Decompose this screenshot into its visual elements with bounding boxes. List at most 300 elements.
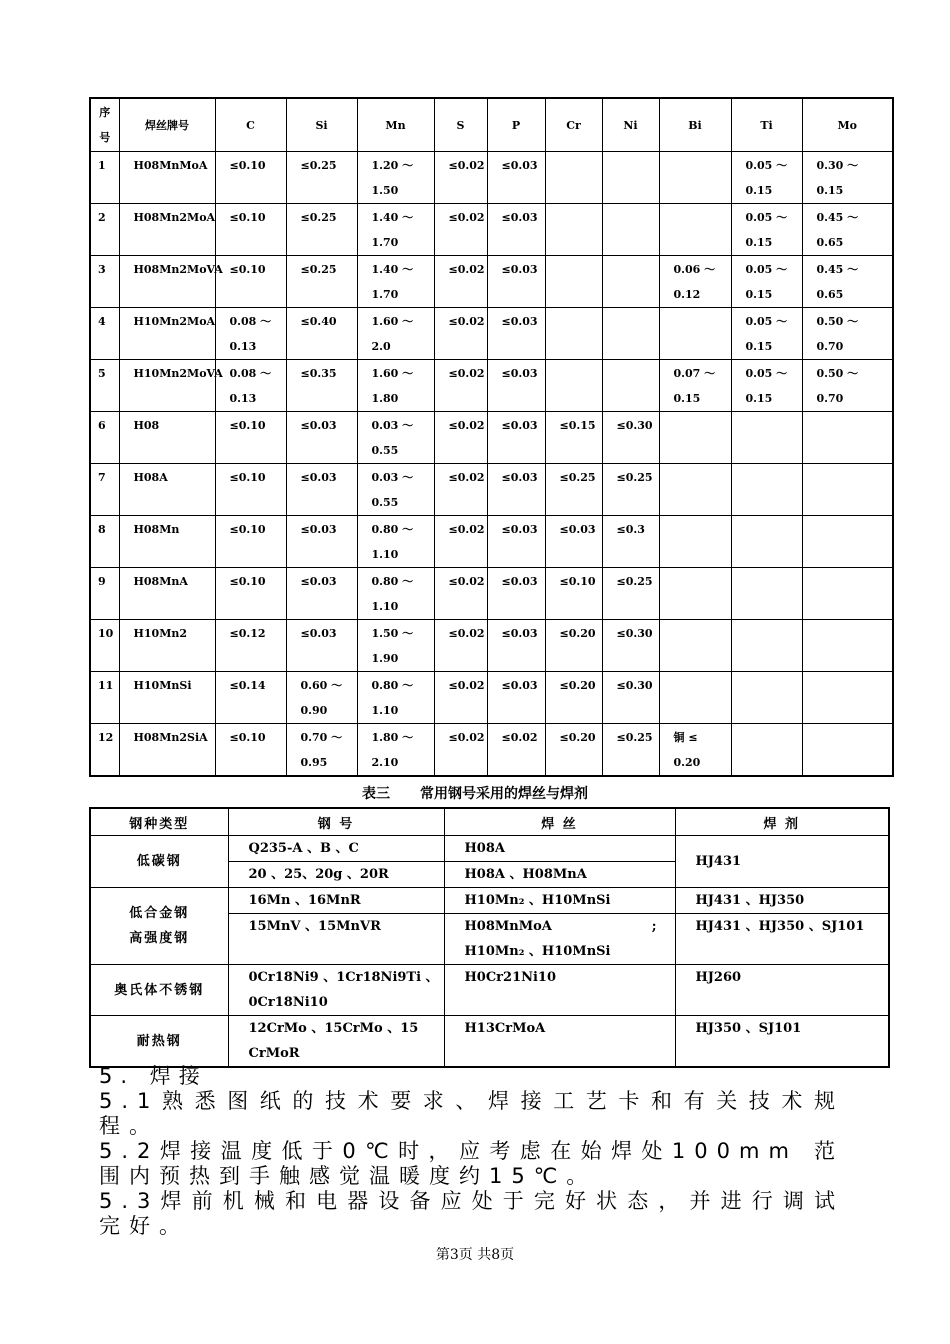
table-cell [731, 568, 802, 620]
cell-text: 12 [98, 731, 114, 744]
steel-grade-line: 0Cr18Ni10 [248, 995, 328, 1010]
cell-text: 11 [98, 679, 114, 692]
header-cell: Si [286, 98, 357, 152]
table-cell [357, 256, 434, 308]
table-cell [731, 464, 802, 516]
table-cell [90, 516, 119, 568]
table-cell [357, 672, 434, 724]
cell-text: ≤0.10 [229, 263, 266, 276]
header-steel-type: 钢种类型 [90, 808, 228, 836]
table-cell [545, 308, 602, 360]
cell-text: 8 [98, 523, 106, 536]
table-cell [434, 620, 487, 672]
table-cell [286, 152, 357, 204]
table-cell [119, 464, 215, 516]
cell-text: H08Mn2SiA [133, 731, 208, 744]
cell-text: 0.50 ～ 0.70 [816, 315, 859, 353]
cell-text: ≤0.35 [300, 367, 337, 380]
header-cell: S [434, 98, 487, 152]
table-row [90, 724, 893, 777]
table-cell [215, 256, 286, 308]
table-cell [90, 256, 119, 308]
table-cell [119, 204, 215, 256]
steel-grade-cell: Q235-A 、B 、C [228, 836, 444, 862]
cell-text: ≤0.30 [616, 679, 653, 692]
table-cell [659, 620, 731, 672]
table-row [90, 204, 893, 256]
cell-text: 0.06 ～ 0.12 [673, 263, 716, 301]
cell-text: ≤0.03 [501, 575, 538, 588]
table-cell [90, 568, 119, 620]
table-cell [602, 724, 659, 777]
table-cell [434, 256, 487, 308]
cell-text: H10Mn2MoA [133, 315, 216, 328]
cell-text: ≤0.03 [501, 523, 538, 536]
table-cell [731, 152, 802, 204]
cell-text: H08MnMoA [133, 159, 208, 172]
table-cell [602, 568, 659, 620]
table-row [90, 256, 893, 308]
table-cell [487, 412, 545, 464]
cell-text: ≤0.03 [501, 627, 538, 640]
cell-text: 0.05 ～ 0.15 [745, 367, 788, 405]
table-cell [487, 568, 545, 620]
table-cell [434, 360, 487, 412]
table-row [90, 672, 893, 724]
table-cell [90, 412, 119, 464]
cell-text: 7 [98, 471, 106, 484]
cell-text: H10Mn2MoVA [133, 367, 223, 380]
section-title: 5. 焊接 [99, 1064, 208, 1088]
table-cell [90, 724, 119, 777]
cell-text: 1.20 ～ 1.50 [371, 159, 414, 197]
table-row [90, 412, 893, 464]
table-cell [602, 620, 659, 672]
table-cell [119, 724, 215, 777]
cell-text: 0.70 ～ 0.95 [300, 731, 343, 769]
wire-cell: H13CrMoA [444, 1016, 675, 1068]
cell-text: H08Mn2MoA [133, 211, 216, 224]
table-cell [119, 308, 215, 360]
header-cell: Ti [731, 98, 802, 152]
steel-grade-cell: 20 、25、20g 、20R [228, 862, 444, 888]
header-cell: Ni [602, 98, 659, 152]
cell-text: 0.80 ～ 1.10 [371, 523, 414, 561]
cell-text: 0.05 ～ 0.15 [745, 263, 788, 301]
cell-text: 0.30 ～ 0.15 [816, 159, 859, 197]
cell-text: ≤0.30 [616, 627, 653, 640]
cell-text: ≤0.03 [501, 471, 538, 484]
steel-type-line: 低合金钢 [129, 906, 190, 921]
steel-grade-line: 12CrMo 、15CrMo 、15 [248, 1021, 419, 1036]
table-cell [357, 724, 434, 777]
cell-text: 0.03 ～ 0.55 [371, 471, 414, 509]
cell-text: 1.40 ～ 1.70 [371, 211, 414, 249]
cell-text: H08MnA [133, 575, 188, 588]
table-row [90, 620, 893, 672]
cell-text: 0.05 ～ 0.15 [745, 211, 788, 249]
cell-text: ≤0.02 [448, 471, 485, 484]
table-cell [215, 672, 286, 724]
cell-text: 1 [98, 159, 106, 172]
table-cell [487, 620, 545, 672]
table-cell [119, 152, 215, 204]
cell-text: ≤0.02 [448, 419, 485, 432]
section-paragraph: 5.3焊前机械和电器设备应处于完好状态，并进行调试完好。 [99, 1189, 844, 1238]
cell-text: ≤0.10 [559, 575, 596, 588]
cell-text: ≤0.10 [229, 731, 266, 744]
header-welding-wire: 焊 丝 [444, 808, 675, 836]
steel-grade-line: 0Cr18Ni9 、1Cr18Ni9Ti 、 [248, 970, 439, 985]
wire-line: H10Mn₂ 、H10MnSi [464, 944, 611, 959]
cell-text: ≤0.20 [559, 627, 596, 640]
table-cell [602, 308, 659, 360]
cell-text: ≤0.10 [229, 575, 266, 588]
composition-table-body [90, 152, 893, 777]
table-cell [286, 464, 357, 516]
cell-text: ≤0.10 [229, 211, 266, 224]
cell-text: ≤0.02 [448, 575, 485, 588]
cell-text: 1.80 ～ 2.10 [371, 731, 414, 769]
wire-cell: H08A [444, 836, 675, 862]
flux-cell: HJ431 [675, 836, 889, 888]
table-cell [90, 204, 119, 256]
cell-text: ≤0.25 [300, 211, 337, 224]
cell-text: 3 [98, 263, 106, 276]
steel-type-cell: 奥氏体不锈钢 [90, 965, 228, 1016]
flux-cell: HJ431 、HJ350 、SJ101 [675, 914, 889, 965]
steel-type-cell: 耐热钢 [90, 1016, 228, 1068]
steel-grade-cell [228, 1016, 444, 1068]
cell-text: ≤0.03 [501, 419, 538, 432]
table-cell [731, 724, 802, 777]
table-cell [215, 516, 286, 568]
cell-text: ≤0.25 [616, 471, 653, 484]
table-cell [286, 204, 357, 256]
table-row [90, 516, 893, 568]
table-cell [90, 360, 119, 412]
table-cell [215, 360, 286, 412]
cell-text: ≤0.02 [501, 731, 538, 744]
cell-text: 6 [98, 419, 106, 432]
cell-text: ≤0.02 [448, 159, 485, 172]
table-cell [215, 152, 286, 204]
table-header-row [90, 98, 893, 152]
cell-text: ≤0.10 [229, 159, 266, 172]
table-cell [602, 516, 659, 568]
table-title: 常用钢号采用的焊丝与焊剂 [420, 786, 588, 802]
cell-text: H08 [133, 419, 160, 432]
cell-text: 0.50 ～ 0.70 [816, 367, 859, 405]
section-welding [99, 1064, 844, 1239]
table-cell [357, 360, 434, 412]
table-cell [487, 204, 545, 256]
table-cell [215, 412, 286, 464]
cell-text: 0.80 ～ 1.10 [371, 679, 414, 717]
table-cell [357, 204, 434, 256]
cell-text: ≤0.25 [616, 731, 653, 744]
wire-cell: H08A 、H08MnA [444, 862, 675, 888]
cell-text: ≤0.10 [229, 419, 266, 432]
table-cell [659, 152, 731, 204]
cell-text: ≤0.12 [229, 627, 266, 640]
cell-text: 4 [98, 315, 106, 328]
table-cell [215, 568, 286, 620]
table-cell [802, 204, 893, 256]
table-row [90, 152, 893, 204]
cell-text: ≤0.02 [448, 627, 485, 640]
table-cell [357, 412, 434, 464]
cell-text: 1.40 ～ 1.70 [371, 263, 414, 301]
cell-text: 9 [98, 575, 106, 588]
table-cell [802, 464, 893, 516]
table-cell [659, 256, 731, 308]
cell-text: ≤0.25 [559, 471, 596, 484]
table-cell [731, 256, 802, 308]
table-cell [215, 724, 286, 777]
steel-type-cell: 低碳钢 [90, 836, 228, 888]
wire-cell: H0Cr21Ni10 [444, 965, 675, 1016]
table-cell [659, 516, 731, 568]
table-cell [802, 308, 893, 360]
table-cell [802, 516, 893, 568]
cell-text: ≤0.03 [501, 211, 538, 224]
cell-text: ≤0.03 [300, 627, 337, 640]
table-cell [659, 724, 731, 777]
cell-text: ≤0.25 [300, 263, 337, 276]
cell-text: ≤0.25 [300, 159, 337, 172]
table-cell [119, 412, 215, 464]
cell-text: 0.80 ～ 1.10 [371, 575, 414, 613]
header-flux: 焊 剂 [675, 808, 889, 836]
steel-type-line: 高强度钢 [129, 931, 190, 946]
table-cell [659, 204, 731, 256]
table-cell [434, 516, 487, 568]
table-cell [545, 724, 602, 777]
wire-cell [444, 914, 675, 965]
header-cell: Mn [357, 98, 434, 152]
cell-text: ≤0.20 [559, 679, 596, 692]
table-number: 表三 [362, 786, 390, 802]
table-cell [659, 412, 731, 464]
table-cell [602, 672, 659, 724]
table-cell [434, 308, 487, 360]
cell-text: H08Mn [133, 523, 180, 536]
header-cell: Mo [802, 98, 893, 152]
cell-text: 0.45 ～ 0.65 [816, 263, 859, 301]
table-cell [286, 568, 357, 620]
cell-text: 0.08 ～ 0.13 [229, 367, 272, 405]
cell-text: H08Mn2MoVA [133, 263, 223, 276]
table-header-row [90, 808, 889, 836]
cell-text: ≤0.02 [448, 367, 485, 380]
table-row [90, 308, 893, 360]
table-cell [434, 152, 487, 204]
table-cell [802, 412, 893, 464]
flux-cell: HJ431 、HJ350 [675, 888, 889, 914]
cell-text: ≤0.25 [616, 575, 653, 588]
table-cell [286, 360, 357, 412]
table-cell [90, 464, 119, 516]
table-cell [487, 516, 545, 568]
cell-text: ≤0.03 [300, 575, 337, 588]
table-cell [286, 256, 357, 308]
cell-text: 1.60 ～ 2.0 [371, 315, 414, 353]
table-cell [802, 672, 893, 724]
table-cell [602, 464, 659, 516]
wire-cell: H10Mn₂ 、H10MnSi [444, 888, 675, 914]
table-cell [545, 204, 602, 256]
header-cell: Bi [659, 98, 731, 152]
cell-text: H10Mn2 [133, 627, 188, 640]
table-cell [434, 724, 487, 777]
table-cell [119, 256, 223, 308]
table-cell [215, 620, 286, 672]
table-cell [434, 204, 487, 256]
cell-text: ≤0.10 [229, 523, 266, 536]
table-cell [434, 568, 487, 620]
table-cell [487, 308, 545, 360]
table-row [90, 1016, 889, 1068]
cell-text: ≤0.03 [501, 315, 538, 328]
flux-cell: HJ260 [675, 965, 889, 1016]
table-cell [487, 724, 545, 777]
cell-text: ≤0.15 [559, 419, 596, 432]
header-steel-grade: 钢 号 [228, 808, 444, 836]
table-cell [434, 412, 487, 464]
cell-text: 0.03 ～ 0.55 [371, 419, 414, 457]
table-row [90, 888, 889, 914]
steel-grade-line: CrMoR [248, 1046, 300, 1061]
table-cell [90, 152, 119, 204]
table-cell [659, 308, 731, 360]
cell-text: ≤0.02 [448, 315, 485, 328]
table-cell [434, 464, 487, 516]
cell-text: ≤0.40 [300, 315, 337, 328]
cell-text: ≤0.03 [300, 471, 337, 484]
cell-text: 10 [98, 627, 114, 640]
table-cell [286, 412, 357, 464]
steel-type-cell [90, 888, 228, 965]
cell-text: ≤0.02 [448, 679, 485, 692]
table-cell [487, 152, 545, 204]
table-cell [119, 672, 215, 724]
table-cell [602, 360, 659, 412]
table-cell [802, 620, 893, 672]
cell-text: 1.60 ～ 1.80 [371, 367, 414, 405]
table-cell [90, 672, 119, 724]
cell-text: ≤0.20 [559, 731, 596, 744]
table-cell [357, 152, 434, 204]
table-cell [545, 620, 602, 672]
table-row [90, 464, 893, 516]
table-cell [545, 360, 602, 412]
page-footer: 第3页 共8页 [435, 1247, 515, 1263]
table-cell [545, 568, 602, 620]
cell-text: H10MnSi [133, 679, 192, 692]
header-cell: 序 号 [90, 98, 119, 152]
table-cell [434, 672, 487, 724]
table-cell [659, 360, 731, 412]
table-cell [659, 568, 731, 620]
cell-text: ≤0.03 [300, 419, 337, 432]
composition-table [89, 97, 894, 777]
table-cell [602, 204, 659, 256]
table-cell [731, 620, 802, 672]
wire-flux-table [89, 807, 890, 1068]
table-cell [119, 516, 215, 568]
cell-text: ≤0.03 [501, 263, 538, 276]
table-cell [487, 672, 545, 724]
table-cell [731, 308, 802, 360]
table-cell [731, 672, 802, 724]
table-cell [487, 360, 545, 412]
table-cell [286, 724, 357, 777]
cell-text: ≤0.30 [616, 419, 653, 432]
section-paragraph: 5.2焊接温度低于0℃时，应考虑在始焊处100mm 范围内预热到手触感觉温暖度约15℃。 [99, 1139, 844, 1188]
table-cell [119, 620, 215, 672]
table-cell [731, 360, 802, 412]
table-cell [545, 464, 602, 516]
cell-text: 铜 ≤ 0.20 [673, 731, 701, 769]
table-cell [119, 568, 215, 620]
table-cell [731, 516, 802, 568]
cell-text: H08A [133, 471, 168, 484]
table-cell [545, 152, 602, 204]
table-caption [0, 783, 950, 803]
cell-text: ≤0.3 [616, 523, 645, 536]
table-cell [802, 360, 893, 412]
table-cell [487, 464, 545, 516]
table-cell [357, 620, 434, 672]
table-cell [119, 360, 223, 412]
table-row [90, 965, 889, 1016]
table-cell [286, 516, 357, 568]
cell-text: 5 [98, 367, 106, 380]
cell-text: ≤0.02 [448, 523, 485, 536]
table-row [90, 836, 889, 862]
table-cell [286, 620, 357, 672]
cell-text: ≤0.03 [501, 679, 538, 692]
table-cell [802, 256, 893, 308]
table-row [90, 360, 893, 412]
table-cell [545, 256, 602, 308]
table-cell [545, 412, 602, 464]
table-cell [215, 464, 286, 516]
cell-text: ≤0.10 [229, 471, 266, 484]
cell-text: ≤0.02 [448, 211, 485, 224]
flux-cell: HJ350 、SJ101 [675, 1016, 889, 1068]
cell-text: ≤0.03 [559, 523, 596, 536]
cell-text: ≤0.14 [229, 679, 266, 692]
cell-text: ≤0.03 [501, 159, 538, 172]
table-cell [802, 724, 893, 777]
header-cell: Cr [545, 98, 602, 152]
table-cell [357, 568, 434, 620]
table-cell [731, 204, 802, 256]
cell-text: 0.60 ～ 0.90 [300, 679, 343, 717]
table-cell [802, 568, 893, 620]
header-cell: C [215, 98, 286, 152]
table-cell [659, 672, 731, 724]
table-cell [215, 308, 286, 360]
header-cell: 焊丝牌号 [119, 98, 215, 152]
table-cell [215, 204, 286, 256]
table-cell [545, 672, 602, 724]
table-cell [602, 412, 659, 464]
cell-text: ≤0.02 [448, 263, 485, 276]
table-cell [659, 464, 731, 516]
